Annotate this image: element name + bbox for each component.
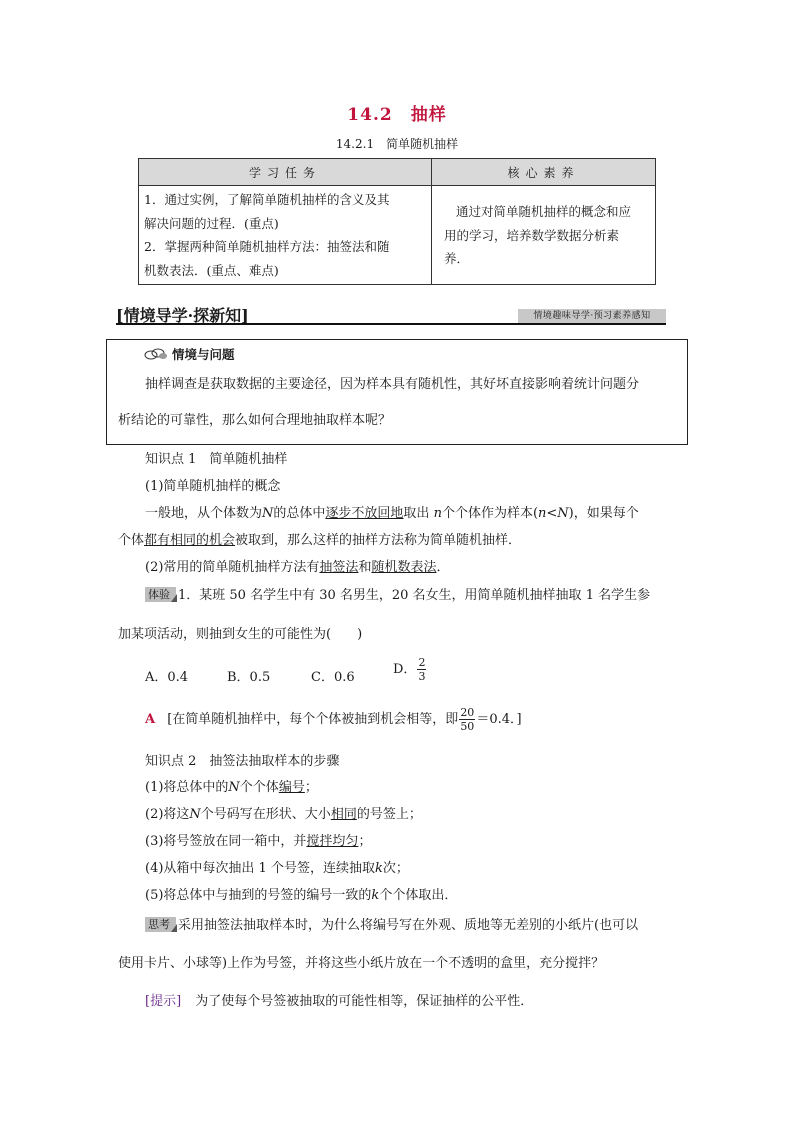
- kp2-step-3: (3)将号签放在同一箱中，并搅拌均匀；: [145, 834, 372, 849]
- option-a: A．0.4: [145, 670, 189, 685]
- option-d: D． $\frac{2}{3}$: [393, 656, 426, 683]
- task-line: 解决问题的过程．(重点): [144, 215, 279, 231]
- scenario-line-2: 析结论的可靠性，那么如何合理地抽取样本呢？: [118, 413, 392, 428]
- exp-badge: 体验: [145, 587, 176, 602]
- kp2-step-4: (4)从箱中每次抽出 1 个号签，连续抽取k次；: [145, 861, 409, 876]
- kp1-methods: (2)常用的简单随机抽样方法有抽签法和随机数表法．: [145, 560, 450, 575]
- think-line-2: 使用卡片、小球等)上作为号签，并将这些小纸片放在一个不透明的盒里，充分搅拌？: [118, 956, 605, 971]
- kp2-step-1: (1)将总体中的N个个体编号；: [145, 780, 318, 795]
- section-heading: [情境导学·探新知]: [116, 306, 249, 325]
- think-line-1: 思考 采用抽签法抽取样本时，为什么将编号写在外观、质地等无差别的小纸片(也可以: [145, 914, 638, 933]
- kp1-heading: 知识点 1 简单随机抽样: [145, 452, 288, 467]
- literacy-header: 核心素养: [432, 159, 656, 186]
- kp2-step-5: (5)将总体中与抽到的号签的编号一致的k个个体取出．: [145, 888, 458, 903]
- literacy-line: 用的学习，培养数学数据分析素: [444, 227, 620, 243]
- section-tag: 情境趣味导学·预习素养感知: [518, 309, 666, 323]
- literacy-cell: [432, 186, 656, 285]
- exp-question-line-1: 体验 1．某班 50 名学生中有 30 名男生，20 名女生，用简单随机抽样抽取 1 名学生参: [145, 584, 650, 603]
- kp2-step-2: (2)将这N个号码写在形状、大小相同的号签上；: [145, 807, 422, 822]
- page-subtitle: 14.2.1 简单随机抽样: [335, 137, 459, 151]
- scenario-label-text: 情境与问题: [172, 347, 235, 362]
- kp2-heading: 知识点 2 抽签法抽取样本的步骤: [145, 754, 340, 769]
- option-c: C．0.6: [311, 670, 355, 685]
- task-line: 2．掌握两种简单随机抽样方法：抽签法和随: [144, 239, 390, 254]
- tasks-cell: [139, 186, 432, 285]
- scenario-label: [144, 345, 235, 363]
- think-hint: [提示] 为了使每个号签被抽取的可能性相等，保证抽样的公平性．: [145, 994, 534, 1009]
- literacy-line: 养．: [444, 251, 470, 266]
- cloud-icon: [144, 348, 168, 360]
- answer-letter: A: [145, 712, 156, 727]
- section-divider: [116, 323, 666, 325]
- learning-goals-table: [138, 158, 656, 285]
- exp-question-line-2: 加某项活动，则抽到女生的可能性为( ): [118, 627, 363, 642]
- exp-solution: A [在简单随机抽样中，每个个体被抽到机会相等，即 $\frac{20}{50}$ ＝0.4．]: [145, 706, 522, 733]
- page-title: 14.2 抽样: [347, 105, 447, 125]
- tasks-header: 学习任务: [139, 159, 432, 186]
- option-b: B．0.5: [227, 670, 271, 685]
- literacy-line: 通过对简单随机抽样的概念和应: [456, 204, 632, 219]
- task-line: 机数表法．(重点、难点): [144, 262, 279, 278]
- kp1-concept-line-1: 一般地，从个体数为N的总体中逐步不放回地取出 n个个体作为样本(n<N)，如果每个: [145, 506, 639, 521]
- task-line: 1．通过实例，了解简单随机抽样的含义及其: [144, 192, 390, 207]
- kp1-concept-heading: (1)简单随机抽样的概念: [145, 479, 281, 494]
- kp1-concept-line-2: 个体都有相同的机会被取到，那么这样的抽样方法称为简单随机抽样．: [118, 533, 522, 548]
- scenario-line-1: 抽样调查是获取数据的主要途径，因为样本具有随机性，其好坏直接影响着统计问题分: [145, 377, 640, 392]
- hint-label: [提示]: [145, 994, 182, 1009]
- think-badge: 思考: [145, 917, 176, 932]
